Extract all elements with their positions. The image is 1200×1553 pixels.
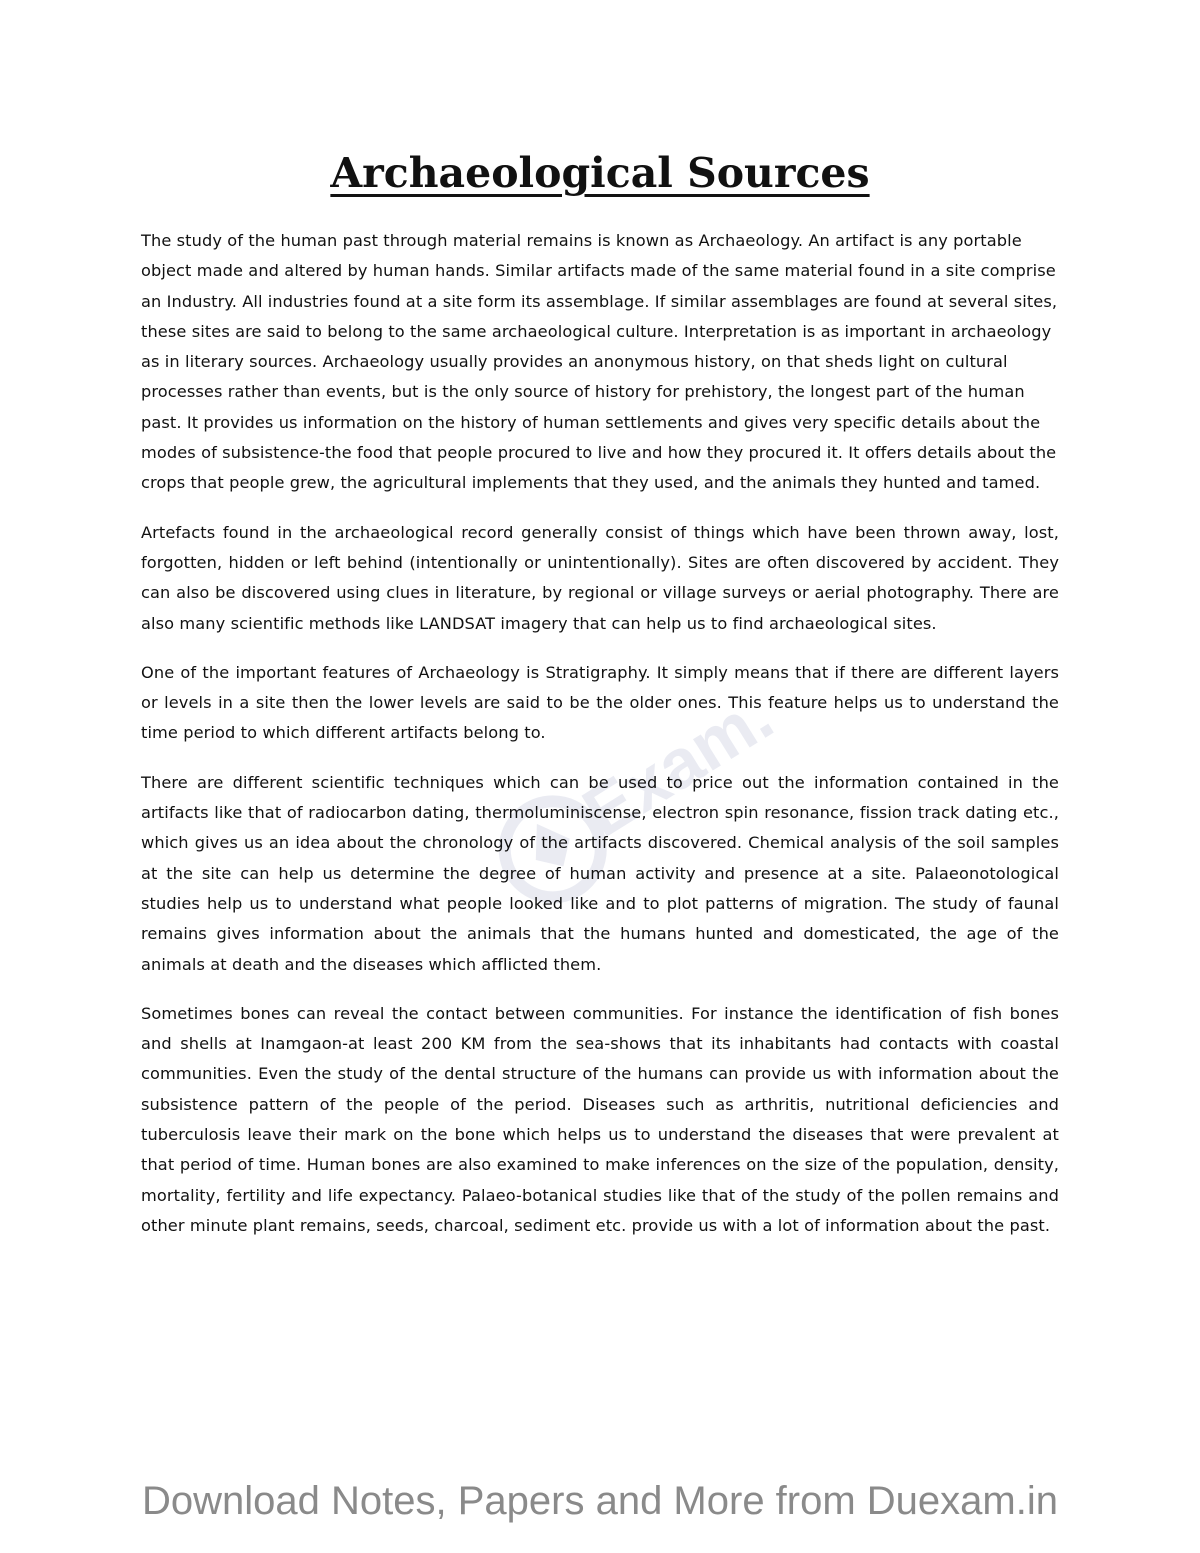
paragraph-5: Sometimes bones can reveal the contact between communities. For instance the identification of fish bones and shells at Inamgaon-at least 200 KM from the sea-shows that its inhabitants had contacts with coastal communities. Even the study of the dental structure of the humans can provide us with information about the subsistence pattern of the people of the period. Diseases such as arthritis, nutritional deficiencies and tuberculosis leave their mark on the bone which helps us to understand the diseases that were prevalent at that period of time. Human bones are also examined to make inferences on the size of the population, density, mortality, fertility and life expectancy. Palaeo-botanical studies like that of the study of the pollen remains and other minute plant remains, seeds, charcoal, sediment etc. provide us with a lot of information about the past. (141, 1003, 1059, 1235)
paragraph-3: One of the important features of Archaeology is Stratigraphy. It simply means that if there are different layers or levels in a site then the lower levels are said to be the older ones. This feature helps us to understand the time period to which different artifacts belong to. (141, 662, 1059, 743)
page-title (0, 143, 1200, 203)
paragraph-2: Artefacts found in the archaeological record generally consist of things which have been thrown away, lost, forgotten, hidden or left behind (intentionally or unintentionally). Sites are often discovered by accident. They can also be discovered using clues in literature, by regional or village surveys or aerial photography. There are also many scientific methods like LANDSAT imagery that can help us to find archaeological sites. (141, 522, 1059, 633)
page-title-text: Archaeological Sources (330, 149, 870, 197)
paragraph-1: The study of the human past through material remains is known as Archaeology. An artifact is any portable object made and altered by human hands. Similar artifacts made of the same material found in a site comprise an Industry. All industries found at a site form its assemblage. If similar assemblages are found at several sites, these sites are said to belong to the same archaeological culture. Interpretation is as important in archaeology as in literary sources. Archaeology usually provides an anonymous history, on that sheds light on cultural processes rather than events, but is the only source of history for prehistory, the longest part of the human past. It provides us information on the history of human settlements and gives very specific details about the modes of subsistence-the food that people procured to live and how they procured it. It offers details about the crops that people grew, the agricultural implements that they used, and the animals they hunted and tamed. (141, 231, 1058, 493)
watermark-logo-text: Exam. (569, 676, 786, 852)
paragraph-4: There are different scientific techniques which can be used to price out the information contained in the artifacts like that of radiocarbon dating, thermoluminiscense, electron spin resonance, fission track dating etc., which gives us an idea about the chronology of the artifacts discovered. Chemical analysis of the soil samples at the site can help us determine the degree of human activity and presence at a site. Palaeonotological studies help us to understand what people looked like and to plot patterns of migration. The study of faunal remains gives information about the animals that the humans hunted and domesticated, the age of the animals at death and the diseases which afflicted them. (141, 772, 1059, 974)
document-body (141, 226, 1059, 1260)
footer-watermark: Download Notes, Papers and More from Duexam.in (142, 1479, 1058, 1523)
